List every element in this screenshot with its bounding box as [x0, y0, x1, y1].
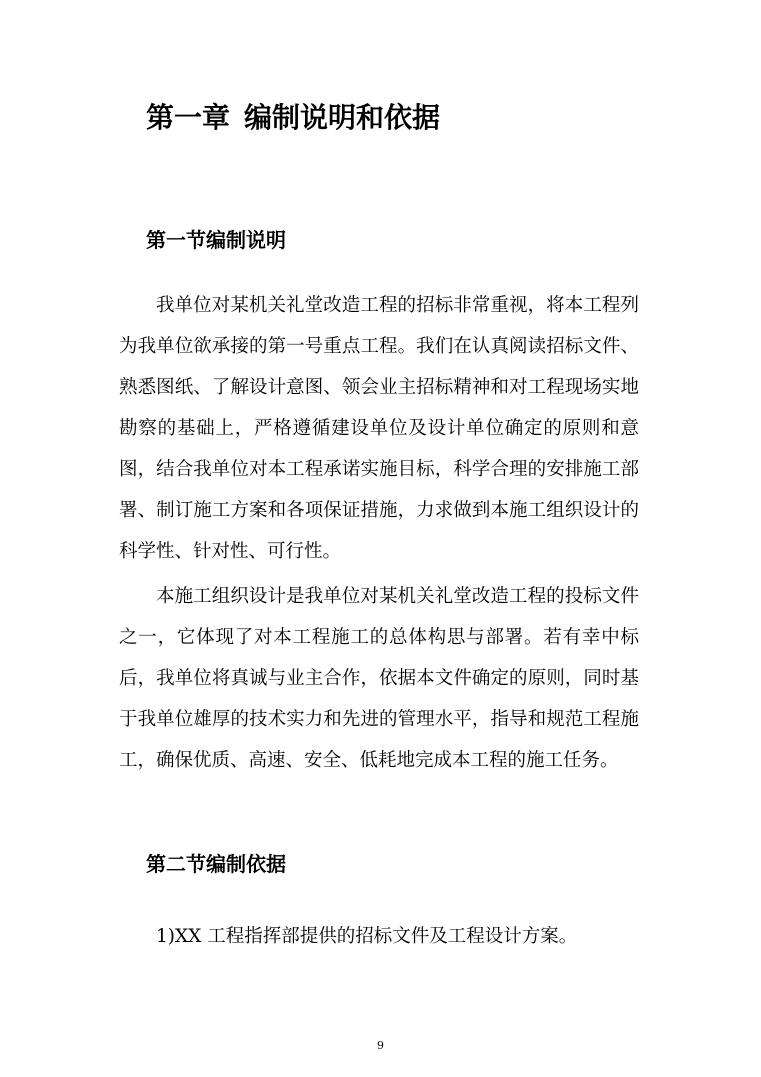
- section-title-explanation: 第一节编制说明: [146, 228, 286, 252]
- paragraph: 我单位对某机关礼堂改造工程的招标非常重视，将本工程列为我单位欲承接的第一号重点工程。我们在认真阅读招标文件、熟悉图纸、了解设计意图、领会业主招标精神和对工程现场实地勘察的基础上，严格遵循建设单位及设计单位确定的原则和意图，结合我单位对本工程承诺实施目标，科学合理的安排施工部署、制订施工方案和各项保证措施，力求做到本施工组织设计的科学性、针对性、可行性。: [119, 295, 639, 562]
- paragraph: 本施工组织设计是我单位对某机关礼堂改造工程的投标文件之一，它体现了对本工程施工的总体构思与部署。若有幸中标后，我单位将真诚与业主合作，依据本文件确定的原则，同时基于我单位雄厚的技术实力和先进的管理水平，指导和规范工程施工，确保优质、高速、安全、低耗地完成本工程的施工任务。: [119, 586, 639, 771]
- chapter-title: [146, 98, 440, 138]
- page-number: 9: [377, 1039, 384, 1052]
- list-item: 1)XX 工程指挥部提供的招标文件及工程设计方案。: [156, 926, 578, 947]
- section-title-basis: 第二节编制依据: [146, 852, 286, 876]
- chapter-heading-text: 编制说明和依据: [244, 101, 441, 134]
- chapter-number: 第一章: [146, 101, 231, 134]
